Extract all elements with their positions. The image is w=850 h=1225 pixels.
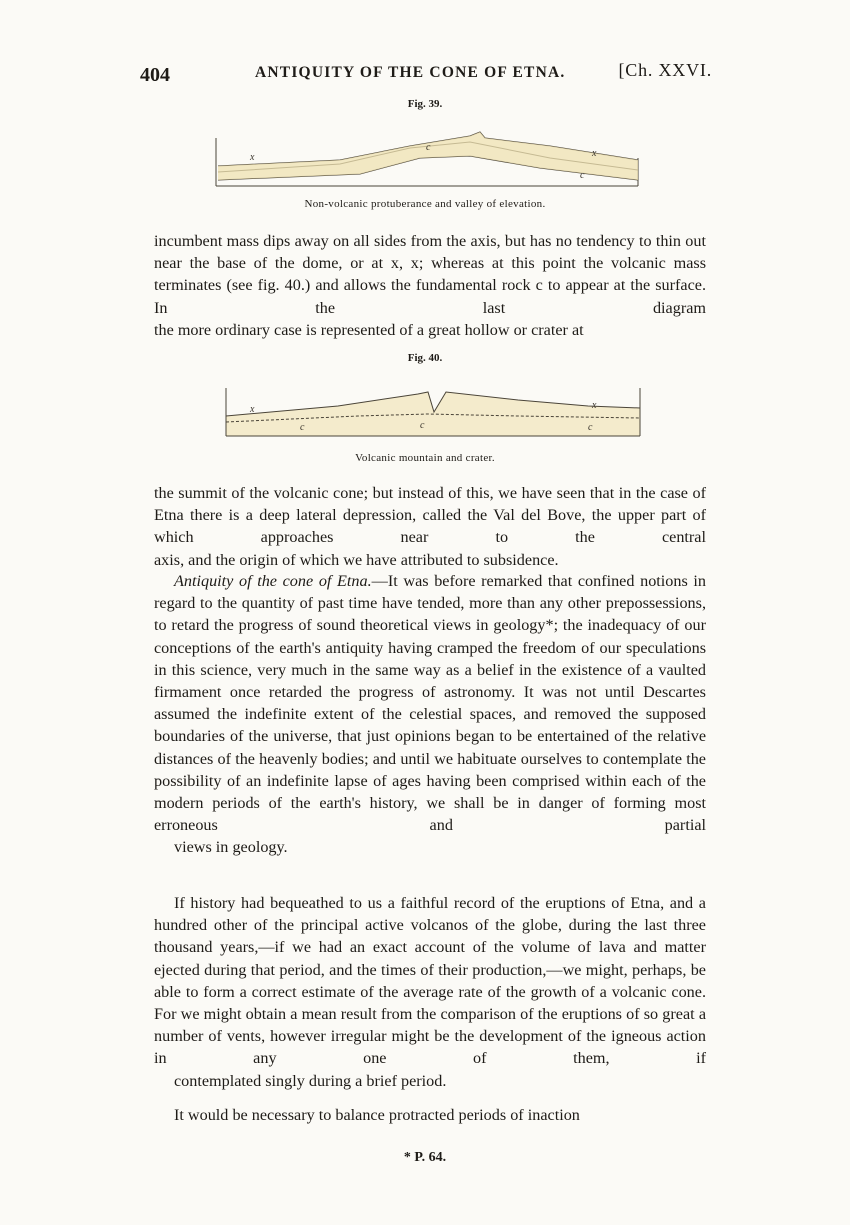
figure-39-letter-c-right: c xyxy=(580,170,585,181)
figure-39-caption: Non-volcanic protuberance and valley of elevation. xyxy=(304,198,546,210)
figure-40-label: Fig. 40. xyxy=(407,352,443,364)
paragraph-3-text: —It was before remarked that confined notions in regard to the quantity of past time have tended, more than any other prepossessions, to retard the progress of sound theoretical views in geology*; the inadequacy of our conceptions of the earth's antiquity having cramped the freedom of our speculations in this science, very much in the same way as a belief in the existence of a vaulted firmament once retarded the progress of astronomy. It was not until Descartes assumed the indefinite extent of the celestial spaces, and removed the supposed boundaries of the universe, that just opinions began to be entertained of the relative distances of the heavenly bodies; and until we habituate ourselves to contemplate the possibility of an indefinite lapse of ages having been comprised within each of the modern periods of the earth's history, we shall be in danger of forming most erroneous and partial xyxy=(154,572,706,835)
chapter-reference: [Ch. XXVI. xyxy=(618,60,712,80)
paragraph-2-text: the summit of the volcanic cone; but instead of this, we have seen that in the case of Etna there is a deep lateral depression, called the Val del Bove, the upper part of which approaches near to the central xyxy=(154,484,706,547)
paragraph-3 xyxy=(154,570,706,859)
section-heading: Antiquity of the cone of Etna. xyxy=(174,572,372,590)
paragraph-5: It would be necessary to balance protracted periods of inaction xyxy=(174,1106,580,1124)
paragraph-4-last-line: contemplated singly during a brief period. xyxy=(174,1071,447,1090)
figure-39-diagram xyxy=(210,118,645,190)
page-number: 404 xyxy=(140,64,170,86)
paragraph-3-last-line: views in geology. xyxy=(174,838,288,857)
figure-40-diagram xyxy=(218,378,646,440)
figure-39-label: Fig. 39. xyxy=(407,98,443,110)
figure-39-letter-x-left: x xyxy=(250,152,255,163)
paragraph-2 xyxy=(154,482,706,571)
figure-40-letter-c-left: c xyxy=(300,422,305,433)
figure-39-letter-x-right: x xyxy=(592,148,597,159)
paragraph-4-text: If history had bequeathed to us a faithful record of the eruptions of Etna, and a hundred other of the principal active volcanos of the globe, during the last three thousand years,—if we had an exact account of the volume of lava and matter ejected during that period, and the times of their production,—we might, perhaps, be able to form a correct estimate of the average rate of the growth of a volcanic cone. For we might obtain a mean result from the comparison of the eruptions of so great a number of vents, however irregular might be the development of the igneous action in any one of them, if xyxy=(154,894,706,1068)
figure-40-letter-c-center: c xyxy=(420,420,425,431)
running-header xyxy=(140,60,712,90)
paragraph-1 xyxy=(154,230,706,341)
figure-40-letter-c-right: c xyxy=(588,422,593,433)
figure-40-caption: Volcanic mountain and crater. xyxy=(355,452,495,464)
figure-40-letter-x-right: x xyxy=(592,400,597,411)
footnote: * P. 64. xyxy=(403,1150,447,1165)
paragraph-1-last-line: the more ordinary case is represented of a great hollow or crater at xyxy=(154,320,584,339)
running-title: ANTIQUITY OF THE CONE OF ETNA. xyxy=(255,64,566,81)
paragraph-2-last-line: axis, and the origin of which we have attributed to subsidence. xyxy=(154,550,559,569)
paragraph-1-text: incumbent mass dips away on all sides from the axis, but has no tendency to thin out near the base of the dome, or at x, x; whereas at this point the volcanic mass terminates (see fig. 40.) and allows the fundamental rock c to appear at the surface. In the last diagram xyxy=(154,232,706,317)
figure-39-letter-c-center: c xyxy=(426,142,431,153)
paragraph-4 xyxy=(154,892,706,1092)
figure-40-letter-x-left: x xyxy=(250,404,255,415)
